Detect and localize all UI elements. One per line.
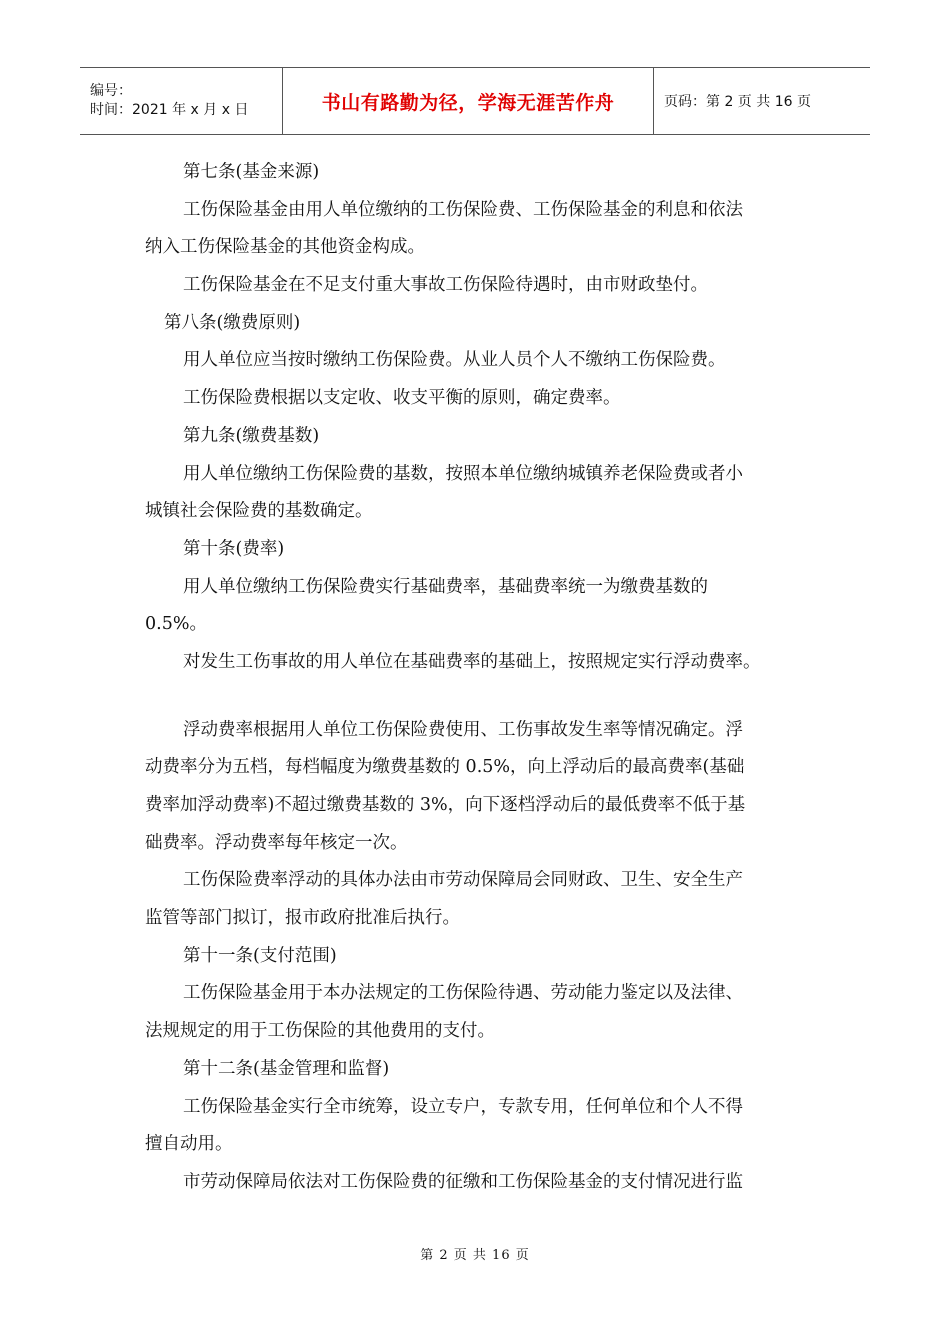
header-motto: 书山有路勤为径，学海无涯苦作舟: [282, 68, 654, 134]
document-date: 时间：2021 年 x 月 x 日: [90, 102, 249, 118]
article-heading: 第八条(缴费原则): [164, 312, 301, 333]
page-header: [80, 67, 870, 135]
paragraph-line: 浮动费率根据用人单位工伤保险费使用、工伤事故发生率等情况确定。浮: [183, 719, 743, 740]
paragraph-line: 工伤保险基金用于本办法规定的工伤保险待遇、劳动能力鉴定以及法律、: [183, 983, 743, 1004]
paragraph-line: 工伤保险基金在不足支付重大事故工伤保险待遇时，由市财政垫付。: [183, 275, 708, 296]
document-number-label: 编号：: [90, 83, 132, 99]
paragraph-line: 0.5%。: [145, 614, 207, 635]
paragraph-line: 用人单位应当按时缴纳工伤保险费。从业人员个人不缴纳工伤保险费。: [183, 350, 726, 371]
paragraph-line: 用人单位缴纳工伤保险费实行基础费率，基础费率统一为缴费基数的: [183, 576, 708, 597]
paragraph-line: 动费率分为五档，每档幅度为缴费基数的 0.5%，向上浮动后的最高费率(基础: [145, 757, 745, 778]
article-heading: 第十条(费率): [183, 538, 285, 559]
paragraph-line: 擅自动用。: [145, 1134, 233, 1155]
paragraph-line: 市劳动保障局依法对工伤保险费的征缴和工伤保险基金的支付情况进行监: [183, 1171, 743, 1192]
article-heading: 第十二条(基金管理和监督): [183, 1058, 390, 1079]
paragraph-line: 法规规定的用于工伤保险的其他费用的支付。: [145, 1021, 495, 1042]
article-heading: 第九条(缴费基数): [183, 425, 320, 446]
header-page-info: 页码：第 2 页 共 16 页: [664, 94, 811, 110]
article-heading: 第七条(基金来源): [183, 162, 320, 182]
paragraph-line: 工伤保险基金由用人单位缴纳的工伤保险费、工伤保险基金的利息和依法: [183, 199, 743, 220]
article-heading: 第十一条(支付范围): [183, 945, 337, 966]
document-body: [145, 154, 805, 1202]
paragraph-line: 纳入工伤保险基金的其他资金构成。: [145, 237, 425, 258]
paragraph-gap: [145, 682, 805, 712]
paragraph-line: 工伤保险费率浮动的具体办法由市劳动保障局会同财政、卫生、安全生产: [183, 870, 743, 891]
paragraph-line: 对发生工伤事故的用人单位在基础费率的基础上，按照规定实行浮动费率。: [183, 651, 761, 672]
page-footer: 第 2 页 共 16 页: [420, 1248, 530, 1263]
paragraph-line: 工伤保险费根据以支定收、收支平衡的原则，确定费率。: [183, 388, 621, 409]
paragraph-line: 城镇社会保险费的基数确定。: [145, 501, 373, 522]
paragraph-line: 监管等部门拟订，报市政府批准后执行。: [145, 908, 460, 929]
paragraph-line: 工伤保险基金实行全市统筹，设立专户，专款专用，任何单位和个人不得: [183, 1096, 743, 1117]
paragraph-line: 础费率。浮动费率每年核定一次。: [145, 832, 408, 853]
paragraph-line: 费率加浮动费率)不超过缴费基数的 3%，向下逐档浮动后的最低费率不低于基: [145, 795, 746, 815]
paragraph-line: 用人单位缴纳工伤保险费的基数，按照本单位缴纳城镇养老保险费或者小: [183, 463, 743, 484]
header-meta: [80, 68, 282, 134]
